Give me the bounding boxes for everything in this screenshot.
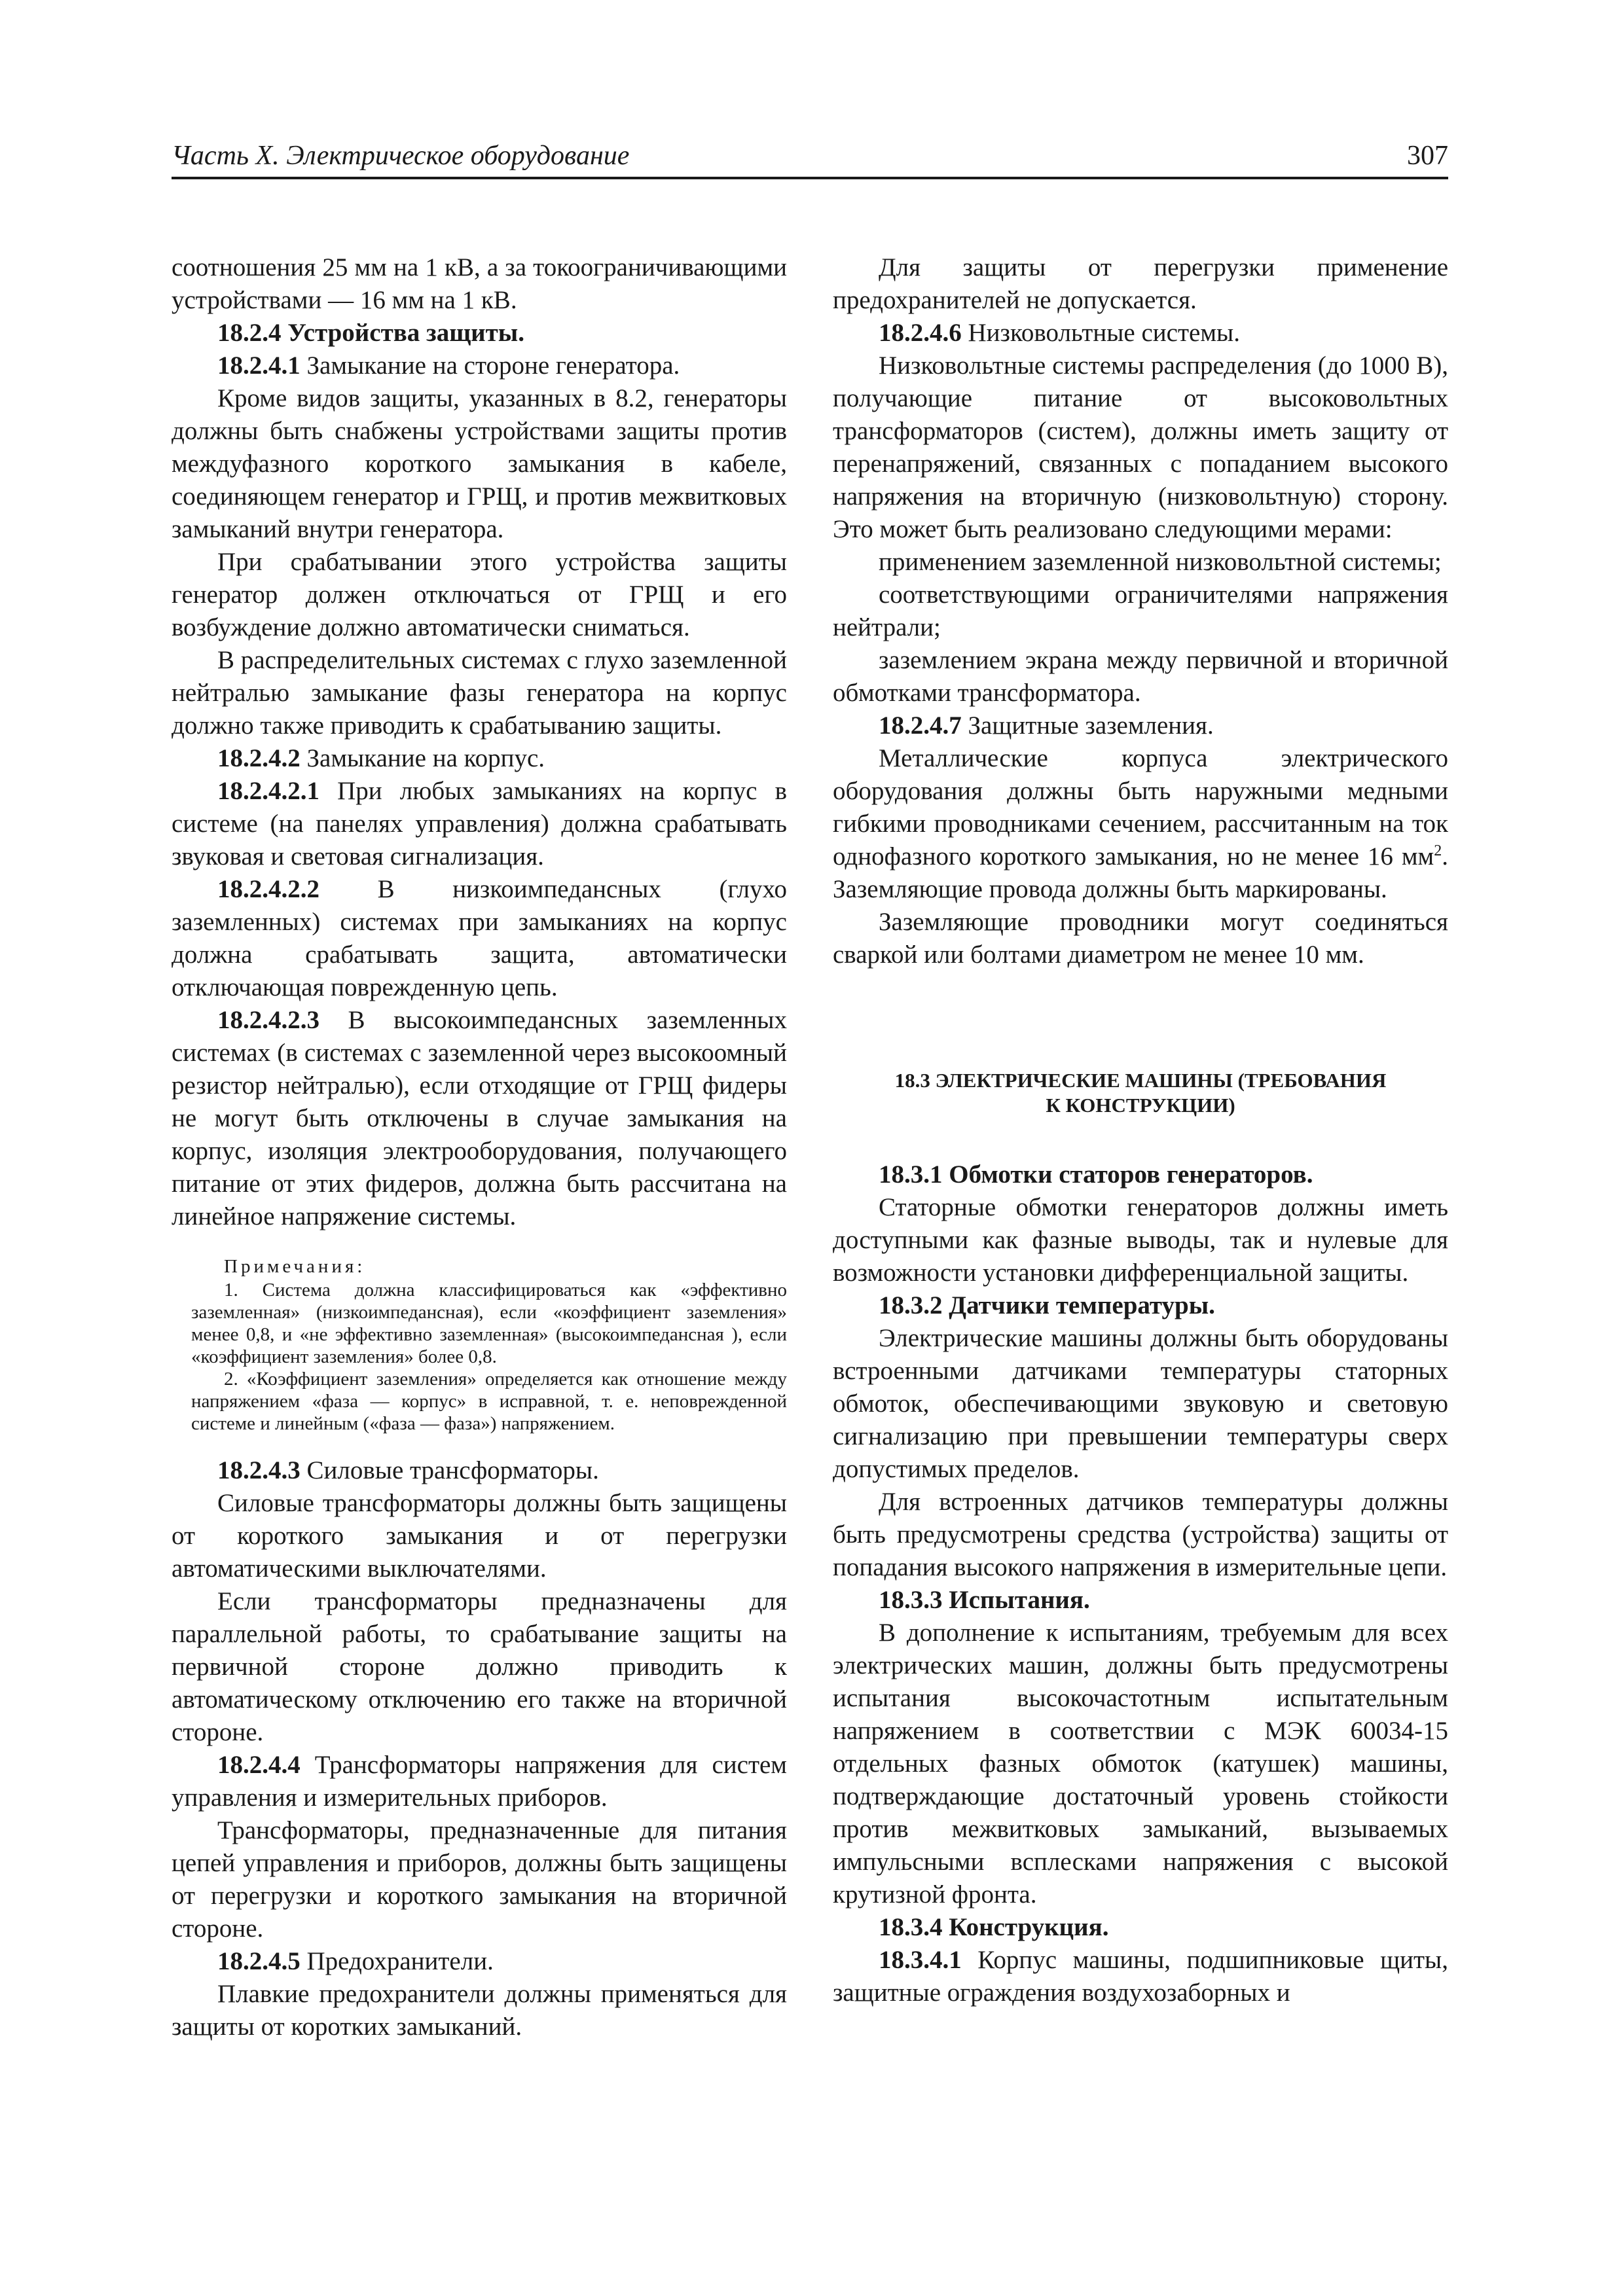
left-column xyxy=(172,251,787,2043)
chapter-heading-line: К КОНСТРУКЦИИ) xyxy=(1046,1094,1235,1117)
paragraph: Заземляющие проводники могут соединяться сваркой или болтами диаметром не менее 10 мм. xyxy=(833,908,1448,969)
clause xyxy=(172,775,787,873)
clause xyxy=(172,1749,787,1814)
section-heading xyxy=(172,317,787,350)
notes-heading: Примечания: xyxy=(224,1256,366,1277)
section-heading xyxy=(833,1289,1448,1322)
clause-number: 18.2.4.5 xyxy=(217,1947,301,1975)
clause-text: Замыкание на стороне генератора. xyxy=(300,351,680,380)
paragraph: Низковольтные системы распределения (до 1000 В), получающие питание от высоковольтных трансформаторов (систем), должны иметь защиту от перенапряжений, связанных с попаданием высокого напряжения на вторичную (низковольтную) сторону. Это может быть реализовано следующими мерами: xyxy=(833,351,1448,543)
clause xyxy=(833,317,1448,350)
section-heading xyxy=(833,1911,1448,1944)
paragraph: При срабатывании этого устройства защиты генератор должен отключаться от ГРЩ и его возбуждение должно автоматически сниматься. xyxy=(172,548,787,641)
paragraph: Электрические машины должны быть оборудованы встроенными датчиками температуры статорных обмоток, обеспечивающими звуковую и световую сигнализацию при превышении температуры сверх допустимых пределов. xyxy=(833,1324,1448,1483)
clause-text: Трансформаторы напряжения для систем управления и измерительных приборов. xyxy=(172,1751,787,1812)
paragraph: В дополнение к испытаниям, требуемым для всех электрических машин, должны быть предусмотрены испытания высокочастотным испытательным напряжением в соответствии с МЭК 60034-15 отдельных фазных обмоток (катушек) машины, подтверждающие достаточный уровень стойкости против межвитковых замыканий, вызываемых импульсными всплесками напряжения с высокой крутизной фронта. xyxy=(833,1619,1448,1909)
paragraph-text: . Заземляющие провода должны быть маркированы. xyxy=(833,842,1448,903)
section-heading xyxy=(833,1584,1448,1617)
clause-text: В низкоимпедансных (глухо заземленных) системах при замыканиях на корпус должна срабатывать защита, автоматически отключающая поврежденную цепь. xyxy=(172,875,787,1001)
clause-number: 18.2.4.2 xyxy=(217,744,301,772)
clause-text: При любых замыканиях на корпус в системе (на панелях управления) должна срабатывать звуковая и световая сигнализация. xyxy=(172,777,787,870)
paragraph: Плавкие предохранители должны применяться для защиты от коротких замыканий. xyxy=(172,1980,787,2041)
paragraph xyxy=(833,742,1448,906)
clause-number: 18.2.4.6 xyxy=(879,319,962,347)
clause xyxy=(833,709,1448,742)
paragraph: Статорные обмотки генераторов должны иметь доступными как фазные выводы, так и нулевые для возможности установки дифференциальной защиты. xyxy=(833,1193,1448,1287)
paragraph: Для защиты от перегрузки применение предохранителей не допускается. xyxy=(833,253,1448,314)
clause-text: Предохранители. xyxy=(300,1947,494,1975)
paragraph: соответствующими ограничителями напряжения нейтрали; xyxy=(833,581,1448,641)
paragraph: соотношения 25 мм на 1 кВ, а за токоограничивающими устройствами — 16 мм на 1 кВ. xyxy=(172,253,787,314)
chapter-heading xyxy=(833,1068,1448,1118)
chapter-heading-line: 18.3 ЭЛЕКТРИЧЕСКИЕ МАШИНЫ (ТРЕБОВАНИЯ xyxy=(894,1069,1387,1092)
paragraph: Для встроенных датчиков температуры должны быть предусмотрены средства (устройства) защиты от попадания высокого напряжения в измерительные цепи. xyxy=(833,1488,1448,1581)
paragraph: Если трансформаторы предназначены для параллельной работы, то срабатывание защиты на первичной стороне должно приводить к автоматическому отключению его также на вторичной стороне. xyxy=(172,1587,787,1746)
note-item: 1. Система должна классифицироваться как «эффективно заземленная» (низкоимпедансная), если «коэффициент заземления» менее 0,8, и «не эффективно заземленная» (высокоимпедансная ), если «коэффициент заземления» более 0,8. xyxy=(191,1280,787,1367)
clause-number: 18.2.4.2.2 xyxy=(217,875,319,903)
notes-block xyxy=(172,1255,787,1435)
right-column xyxy=(833,251,1448,2009)
clause xyxy=(172,873,787,1004)
clause-text: Силовые трансформаторы. xyxy=(300,1456,599,1484)
paragraph: Силовые трансформаторы должны быть защищены от короткого замыкания и от перегрузки автоматическими выключателями. xyxy=(172,1489,787,1583)
superscript: 2 xyxy=(1434,842,1442,859)
paragraph-text: Металлические корпуса электрического оборудования должны быть наружными медными гибкими проводниками сечением, рассчитанным на ток однофазного короткого замыкания, но не менее 16 мм xyxy=(833,744,1448,870)
clause-number: 18.2.4.4 xyxy=(217,1751,301,1779)
heading-text: 18.2.4 Устройства защиты. xyxy=(217,319,524,347)
clause-number: 18.3.4.1 xyxy=(879,1946,962,1974)
clause-number: 18.2.4.2.1 xyxy=(217,777,319,805)
heading-text: 18.3.4 Конструкция. xyxy=(879,1913,1109,1941)
paragraph: Кроме видов защиты, указанных в 8.2, генераторы должны быть снабжены устройствами защиты против междуфазного короткого замыкания в кабеле, соединяющем генератор и ГРЩ, и против межвитковых замыканий внутри генератора. xyxy=(172,384,787,543)
note-item: 2. «Коэффициент заземления» определяется как отношение между напряжением «фаза — корпус» в исправной, т. е. неповрежденной системе и линейным («фаза — фаза») напряжением. xyxy=(191,1369,787,1434)
clause-text: Защитные заземления. xyxy=(961,711,1214,740)
header-title: Часть X. Электрическое оборудование xyxy=(172,141,630,171)
clause-number: 18.2.4.3 xyxy=(217,1456,301,1484)
paragraph: В распределительных системах с глухо заземленной нейтралью замыкание фазы генератора на корпус должно также приводить к срабатыванию защиты. xyxy=(172,646,787,740)
clause-text: Низковольтные системы. xyxy=(961,319,1240,347)
page-number: 307 xyxy=(1407,141,1448,171)
clause xyxy=(172,350,787,382)
clause xyxy=(172,1004,787,1233)
clause xyxy=(172,1945,787,1978)
paragraph: Трансформаторы, предназначенные для питания цепей управления и приборов, должны быть защищены от перегрузки и короткого замыкания на вторичной стороне. xyxy=(172,1816,787,1943)
clause xyxy=(172,1454,787,1487)
heading-text: 18.3.1 Обмотки статоров генераторов. xyxy=(879,1160,1313,1189)
clause-number: 18.2.4.7 xyxy=(879,711,962,740)
section-heading xyxy=(833,1158,1448,1191)
heading-text: 18.3.3 Испытания. xyxy=(879,1586,1090,1614)
clause xyxy=(172,742,787,775)
running-header xyxy=(172,140,1448,179)
clause-text: В высокоимпедансных заземленных системах (в системах с заземленной через высокоомный резистор нейтралью), если отходящие от ГРЩ фидеры не могут быть отключены в случае замыкания на корпус, изоляция электрооборудования, получающего питание от этих фидеров, должна быть рассчитана на линейное напряжение системы. xyxy=(172,1006,787,1230)
clause-number: 18.2.4.1 xyxy=(217,351,301,380)
clause-text: Замыкание на корпус. xyxy=(300,744,545,772)
paragraph: применением заземленной низковольтной системы; xyxy=(879,548,1442,576)
paragraph: заземлением экрана между первичной и вторичной обмотками трансформатора. xyxy=(833,646,1448,707)
clause xyxy=(833,1944,1448,2009)
heading-text: 18.3.2 Датчики температуры. xyxy=(879,1291,1215,1319)
clause-number: 18.2.4.2.3 xyxy=(217,1006,319,1034)
clause-text: Корпус машины, подшипниковые щиты, защитные ограждения воздухозаборных и xyxy=(833,1946,1448,2007)
